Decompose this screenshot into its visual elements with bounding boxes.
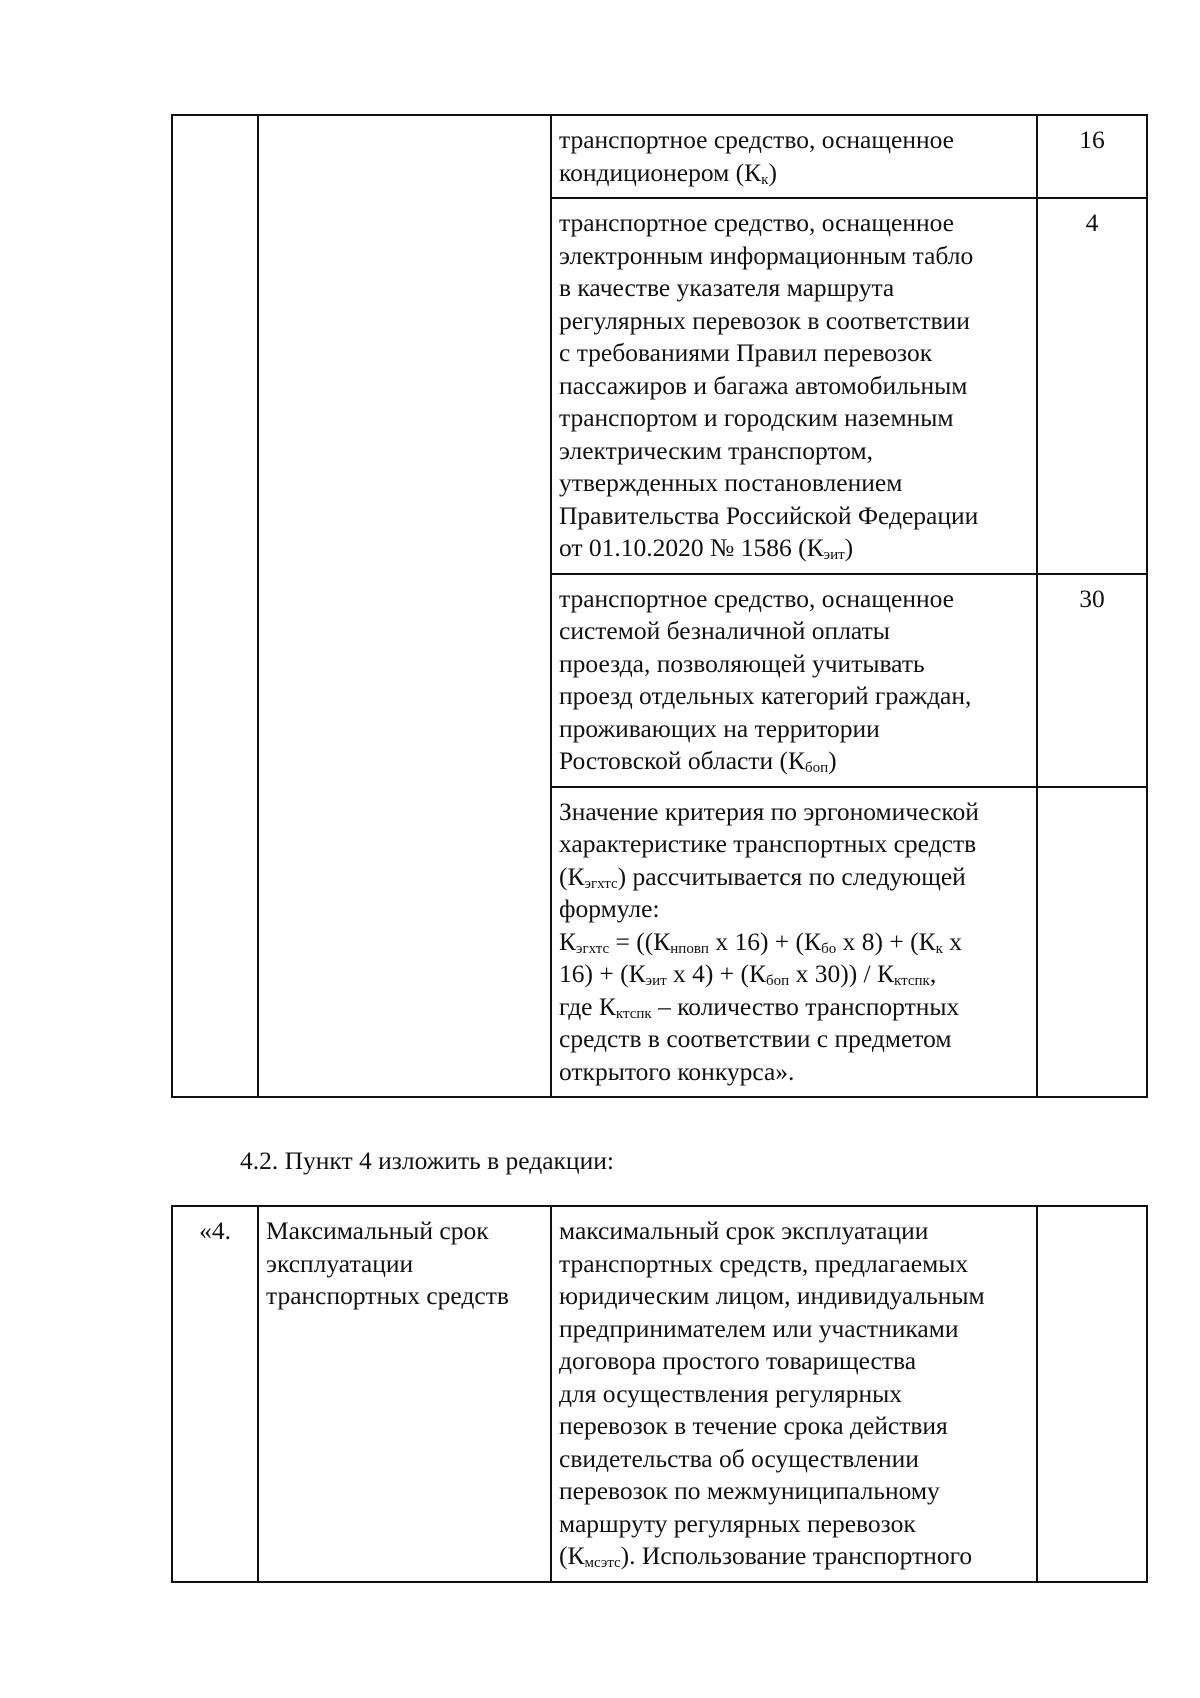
item-title-cell (258, 1206, 551, 1582)
line-text: x 4) + (К (666, 959, 767, 988)
line-text: максимальный срок эксплуатации (559, 1216, 929, 1245)
line-text: перевозок в течение срока действия (559, 1411, 948, 1440)
text-line (559, 467, 1029, 500)
line-text: x 8) + (К (836, 926, 936, 956)
subscript-index: эгхтс (584, 875, 618, 892)
table-row (172, 1206, 1147, 1582)
line-text: К (559, 926, 577, 956)
criterion-value-cell (1037, 787, 1147, 1098)
text-line (559, 337, 1029, 370)
criteria-table-item-4 (171, 1205, 1148, 1583)
criterion-description-cell (551, 574, 1037, 787)
subscript-index: эгхтс (576, 940, 610, 957)
line-text: ) (828, 746, 837, 775)
line-text: маршруту регулярных перевозок (559, 1508, 916, 1538)
table-row (172, 115, 1147, 198)
line-text: системой безналичной оплаты (559, 616, 890, 645)
text-line (559, 207, 1029, 240)
line-text: в качестве указателя маршрута (559, 273, 895, 302)
text-line (559, 1313, 1029, 1346)
item-value-cell (1037, 1206, 1147, 1582)
text-line (559, 402, 1029, 435)
line-text: где К (559, 991, 616, 1021)
subscript-index: к (935, 940, 943, 957)
text-line (559, 680, 1029, 713)
line-text: = ((К (609, 926, 671, 956)
text-line (559, 435, 1029, 468)
subscript-index: боп (805, 760, 829, 776)
item-number-cell: «4. (172, 1206, 258, 1582)
text-line (559, 796, 1029, 829)
line-text: проезд отдельных категорий граждан, (559, 681, 972, 710)
text-line (559, 240, 1029, 273)
line-text: кондиционером (К (559, 157, 762, 187)
line-text: транспортное средство, оснащенное (559, 125, 954, 154)
line-text: – количество транспортных (651, 991, 960, 1021)
line-text: (К (559, 1541, 585, 1570)
line-text: средств в соответствии с предметом (559, 1024, 952, 1053)
line-text: Значение критерия по эргономической (559, 796, 979, 826)
text-line (559, 1280, 1029, 1313)
line-text: утвержденных постановлением (559, 468, 903, 497)
line-text: ). Использование транспортного (620, 1541, 973, 1570)
text-line (559, 615, 1029, 648)
line-text: характеристике транспортных средств (559, 829, 977, 858)
line-text: транспортное средство, оснащенное (559, 208, 954, 237)
line-text: с требованиями Правил перевозок (559, 338, 933, 367)
text-line (559, 991, 1029, 1024)
line-text: транспортное средство, оснащенное (559, 583, 954, 613)
text-line (559, 1508, 1029, 1541)
line-text: формуле: (559, 894, 660, 923)
text-line (559, 305, 1029, 338)
line-text: электронным информационным табло (559, 240, 974, 270)
subscript-index: ктспк (894, 973, 930, 989)
text-line (559, 370, 1029, 403)
text-line (559, 1540, 1029, 1573)
text-line (559, 583, 1029, 616)
subscript-index: мсэтс (584, 1555, 621, 1571)
line-text: регулярных перевозок в соответствии (559, 305, 970, 335)
subscript-index: эит (645, 973, 667, 989)
text-line (559, 958, 1029, 991)
subscript-index: эит (823, 547, 845, 563)
line-text: транспортных средств, предлагаемых (559, 1248, 969, 1278)
criteria-table-continued (171, 114, 1148, 1098)
line-text: юридическим лицом, индивидуальным (559, 1281, 985, 1310)
text-line (559, 861, 1029, 894)
criterion-value-cell: 30 (1037, 574, 1147, 787)
line-text: Ростовской области (К (559, 746, 805, 775)
line-text: для осуществления регулярных (559, 1378, 903, 1408)
item-description-cell (551, 1206, 1037, 1582)
text-line (559, 1378, 1029, 1411)
subscript-index: ктспк (615, 1005, 652, 1022)
criterion-description-cell (551, 115, 1037, 198)
line-text: Правительства Российской Федерации (559, 500, 979, 530)
text-line (559, 1056, 1029, 1089)
formula-cell (551, 787, 1037, 1098)
subscript-index: нповп (670, 940, 709, 957)
subscript-index: бо (821, 940, 837, 957)
text-line (559, 1345, 1029, 1378)
line-text: электрическим транспортом, (559, 435, 873, 465)
amendment-paragraph: 4.2. Пункт 4 изложить в редакции: (240, 1146, 614, 1175)
text-line (559, 532, 1029, 565)
item-title-line: транспортных средств (266, 1281, 509, 1310)
text-line (559, 713, 1029, 746)
line-text: проезда, позволяющей учитывать (559, 648, 925, 678)
subscript-index: к (761, 171, 769, 188)
text-line (559, 1215, 1029, 1248)
line-text: от 01.10.2020 № 1586 (К (559, 533, 824, 562)
line-text: перевозок по межмуниципальному (559, 1476, 940, 1505)
line-text: транспортом и городским наземным (559, 403, 954, 432)
text-line (559, 500, 1029, 533)
text-line (559, 926, 1029, 959)
text-line (559, 272, 1029, 305)
line-text: открытого конкурса». (559, 1056, 795, 1086)
criterion-description-cell (551, 198, 1037, 574)
line-text: , (929, 959, 937, 988)
text-line (559, 1248, 1029, 1281)
line-text: договора простого товарищества (559, 1346, 917, 1375)
line-text: предпринимателем или участниками (559, 1313, 959, 1343)
line-text: 16) + (К (559, 959, 646, 988)
line-text: x 30)) / К (789, 959, 895, 988)
number-cell (172, 115, 258, 1097)
text-line (559, 648, 1029, 681)
criterion-value-cell: 16 (1037, 115, 1147, 198)
line-text: проживающих на территории (559, 713, 880, 743)
text-line (559, 1410, 1029, 1443)
criterion-name-cell (258, 115, 551, 1097)
item-title-line: Максимальный срок (266, 1216, 489, 1245)
line-text: пассажиров и багажа автомобильным (559, 370, 968, 400)
line-text: (К (559, 861, 585, 891)
line-text: свидетельства об осуществлении (559, 1443, 919, 1473)
text-line (559, 745, 1029, 778)
criterion-value-cell: 4 (1037, 198, 1147, 574)
text-line (559, 1023, 1029, 1056)
text-line (559, 1443, 1029, 1476)
line-text: ) (768, 157, 777, 187)
text-line (559, 828, 1029, 861)
line-text: x 16) + (К (708, 926, 822, 956)
text-line (559, 1475, 1029, 1508)
text-line (559, 893, 1029, 926)
line-text: ) (844, 533, 854, 562)
line-text: x (942, 926, 962, 956)
text-line (559, 124, 1029, 157)
text-line (559, 157, 1029, 190)
subscript-index: боп (766, 973, 790, 989)
item-title-line: эксплуатации (266, 1248, 414, 1278)
line-text: ) рассчитывается по следующей (617, 861, 966, 891)
